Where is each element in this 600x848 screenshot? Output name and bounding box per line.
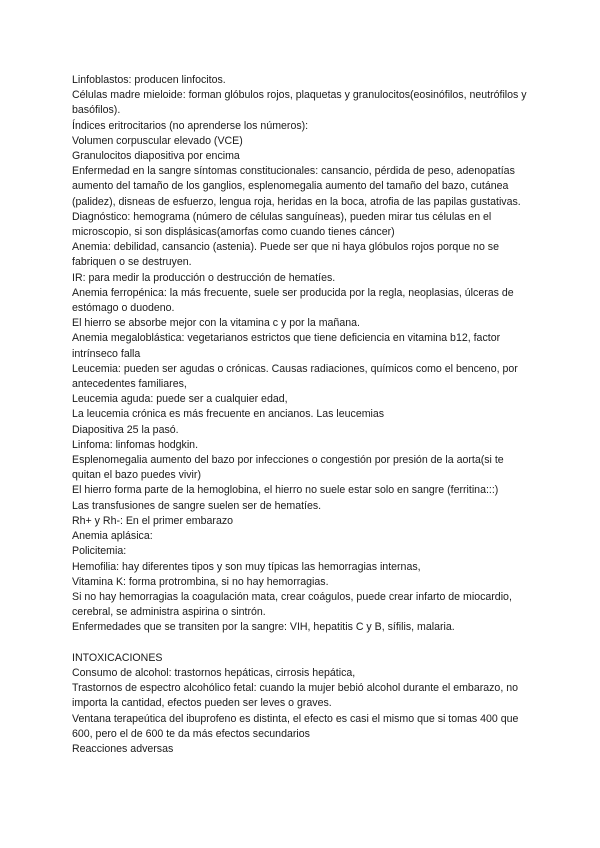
text-line: Policitemia: — [72, 545, 127, 558]
text-line: Consumo de alcohol: trastornos hepáticas, cirrosis hepática, — [72, 666, 356, 679]
text-line: La leucemia crónica es más frecuente en ancianos. Las leucemias — [72, 408, 385, 421]
text-line: Anemia aplásica: — [72, 530, 153, 543]
text-line: Las transfusiones de sangre suelen ser de hematíes. — [72, 499, 322, 512]
text-line: El hierro se absorbe mejor con la vitamina c y por la mañana. — [72, 317, 360, 330]
text-line: Rh+ y Rh-: En el primer embarazo — [72, 514, 234, 527]
text-line: Granulocitos diapositiva por encima — [72, 150, 240, 163]
text-line: Anemia ferropénica: la más frecuente, suele ser producida por la regla, neoplasias, úlceras de estómago o duodeno. — [72, 286, 514, 315]
text-line: Reacciones adversas — [72, 742, 174, 755]
text-line: El hierro forma parte de la hemoglobina, el hierro no suele estar solo en sangre (ferritina:::) — [72, 484, 499, 497]
text-line: Trastornos de espectro alcohólico fetal: cuando la mujer bebió alcohol durante el embarazo, no importa la cantidad, efectos pueden ser leves o graves. — [72, 682, 518, 710]
text-line: Índices eritrocitarios (no aprenderse los números): — [72, 119, 309, 132]
section-heading: INTOXICACIONES — [72, 651, 163, 664]
text-line: Enfermedades que se transiten por la sangre: VIH, hepatitis C y B, sífilis, malaria. — [72, 621, 455, 634]
text-line: IR: para medir la producción o destrucción de hematíes. — [72, 271, 336, 284]
text-line: Volumen corpuscular elevado (VCE) — [72, 134, 243, 147]
text-line: Si no hay hemorragias la coagulación mata, crear coágulos, puede crear infarto de miocardio, cerebral, se administra aspirina o sintrón. — [72, 590, 512, 619]
text-line: Diagnóstico: hemograma (número de células sanguíneas), pueden mirar tus células en el microscopio, si son displásicas(amorfas como cuando tienes cáncer) — [72, 210, 492, 239]
text-line: Leucemia aguda: puede ser a cualquier edad, — [72, 393, 288, 406]
text-line: Esplenomegalia aumento del bazo por infecciones o congestión por presión de la aorta(si te quitan el bazo puedes vivir) — [72, 454, 504, 482]
text-line: Diapositiva 25 la pasó. — [72, 423, 179, 436]
text-line: Anemia: debilidad, cansancio (astenia). Puede ser que ni haya glóbulos rojos porque no se fabriquen o se destruyen. — [72, 241, 499, 269]
text-line: Vitamina K: forma protrombina, si no hay hemorragias. — [72, 575, 329, 588]
document-body — [72, 73, 534, 757]
text-line: Linfoma: linfomas hodgkin. — [72, 438, 199, 451]
text-line: Leucemia: pueden ser agudas o crónicas. Causas radiaciones, químicos como el benceno, por antecedentes familiares, — [72, 362, 518, 391]
text-line: Enfermedad en la sangre síntomas constitucionales: cansancio, pérdida de peso, adenopatías aumento del tamaño de los ganglios, esplenomegalia aumento del tamaño del bazo, cutánea (palidez), disneas de esfuerzo, lengua roja, heridas en la boca, atrofia de las papilas gustativas. — [72, 165, 521, 208]
blank-line — [72, 636, 534, 651]
text-line: Anemia megaloblástica: vegetarianos estrictos que tiene deficiencia en vitamina b12, factor intrínseco falla — [72, 332, 501, 360]
text-line: Células madre mieloide: forman glóbulos rojos, plaquetas y granulocitos(eosinófilos, neutrófilos y basófilos). — [72, 89, 527, 117]
text-line: Hemofilia: hay diferentes tipos y son muy típicas las hemorragias internas, — [72, 560, 421, 573]
text-line: Ventana terapeútica del ibuprofeno es distinta, el efecto es casi el mismo que si tomas 400 que 600, pero el de 600 te da más efectos secundarios — [72, 712, 519, 740]
text-line: Linfoblastos: producen linfocitos. — [72, 74, 226, 86]
